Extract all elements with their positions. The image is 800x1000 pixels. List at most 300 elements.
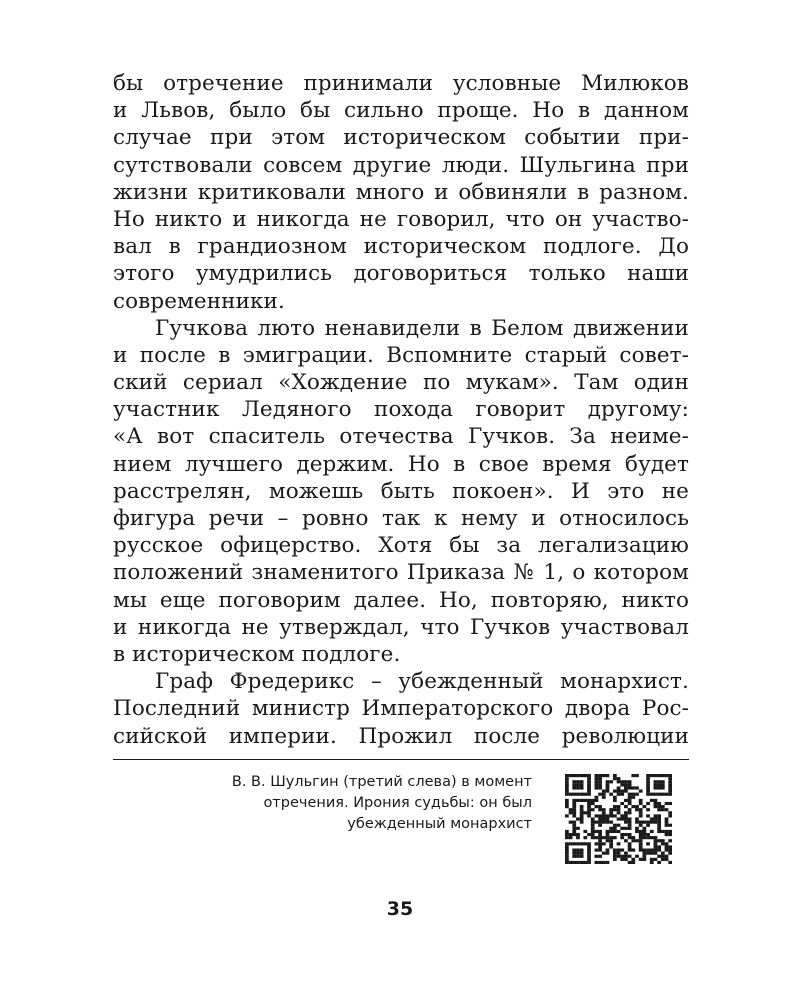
qr-module bbox=[595, 774, 599, 777]
qr-module bbox=[631, 836, 635, 839]
qr-module bbox=[665, 808, 669, 811]
qr-module bbox=[665, 793, 669, 796]
text-line: этого умудрились договориться только наши bbox=[113, 261, 689, 287]
page-number: 35 bbox=[386, 898, 414, 920]
qr-module bbox=[587, 842, 591, 845]
qr-module bbox=[565, 845, 569, 848]
qr-module bbox=[642, 830, 646, 833]
qr-module bbox=[613, 814, 617, 817]
text-line: жизни критиковали много и обвиняли в разном. bbox=[113, 179, 689, 205]
qr-module bbox=[565, 858, 569, 861]
text-line: вал в грандиозном историческом подлоге. До bbox=[113, 234, 689, 260]
qr-module bbox=[628, 842, 632, 845]
qr-module bbox=[668, 780, 672, 783]
qr-module bbox=[576, 833, 580, 836]
qr-module bbox=[591, 827, 595, 830]
qr-module bbox=[591, 802, 595, 805]
qr-module bbox=[606, 830, 610, 833]
qr-module bbox=[642, 852, 646, 855]
qr-module bbox=[668, 845, 672, 848]
qr-module bbox=[613, 805, 617, 808]
qr-module bbox=[639, 845, 643, 848]
qr-module bbox=[606, 790, 610, 793]
qr-module bbox=[572, 824, 576, 827]
qr-module bbox=[654, 814, 658, 817]
qr-module bbox=[580, 786, 584, 789]
qr-module bbox=[580, 774, 584, 777]
qr-module bbox=[628, 786, 632, 789]
qr-module bbox=[642, 821, 646, 824]
qr-module bbox=[572, 861, 576, 864]
qr-module bbox=[580, 814, 584, 817]
qr-module bbox=[646, 802, 650, 805]
qr-module bbox=[661, 793, 665, 796]
qr-module bbox=[595, 780, 599, 783]
text-line: сутствовали совсем другие люди. Шульгина при bbox=[113, 152, 689, 178]
qr-module bbox=[628, 780, 632, 783]
qr-module bbox=[654, 774, 658, 777]
qr-module bbox=[617, 793, 621, 796]
qr-module bbox=[595, 814, 599, 817]
qr-module bbox=[595, 783, 599, 786]
caption-line: отречения. Ирония судьбы: он был bbox=[263, 795, 532, 811]
qr-module bbox=[631, 805, 635, 808]
qr-module bbox=[580, 855, 584, 858]
qr-module bbox=[609, 842, 613, 845]
qr-module bbox=[657, 839, 661, 842]
qr-module bbox=[617, 777, 621, 780]
qr-module bbox=[642, 827, 646, 830]
qr-module bbox=[598, 783, 602, 786]
qr-module bbox=[631, 839, 635, 842]
qr-module bbox=[580, 817, 584, 820]
qr-module bbox=[657, 814, 661, 817]
qr-module bbox=[580, 811, 584, 814]
qr-module bbox=[631, 858, 635, 861]
qr-module bbox=[572, 799, 576, 802]
qr-module bbox=[580, 793, 584, 796]
qr-module bbox=[572, 802, 576, 805]
qr-module bbox=[565, 786, 569, 789]
qr-module bbox=[654, 836, 658, 839]
text-line: положений знаменитого Приказа № 1, о котором bbox=[113, 560, 689, 586]
qr-module bbox=[654, 821, 658, 824]
qr-module bbox=[583, 861, 587, 864]
text-line: бы отречение принимали условные Милюков bbox=[113, 71, 689, 96]
qr-module bbox=[587, 858, 591, 861]
qr-module bbox=[665, 830, 669, 833]
qr-module bbox=[572, 808, 576, 811]
qr-code-icon[interactable] bbox=[565, 774, 672, 864]
qr-module bbox=[591, 836, 595, 839]
photo-caption bbox=[180, 772, 532, 835]
qr-module bbox=[576, 842, 580, 845]
qr-module bbox=[635, 839, 639, 842]
qr-module bbox=[613, 796, 617, 799]
qr-module bbox=[587, 783, 591, 786]
qr-module bbox=[646, 848, 650, 851]
qr-module bbox=[657, 774, 661, 777]
qr-module bbox=[609, 836, 613, 839]
qr-module bbox=[595, 861, 599, 864]
qr-module bbox=[572, 811, 576, 814]
qr-module bbox=[620, 814, 624, 817]
qr-module bbox=[639, 802, 643, 805]
qr-module bbox=[661, 852, 665, 855]
qr-module bbox=[628, 824, 632, 827]
qr-module bbox=[624, 839, 628, 842]
qr-module bbox=[613, 827, 617, 830]
qr-module bbox=[587, 780, 591, 783]
qr-module bbox=[639, 799, 643, 802]
qr-module bbox=[609, 827, 613, 830]
qr-module bbox=[587, 777, 591, 780]
qr-module bbox=[646, 814, 650, 817]
qr-module bbox=[661, 842, 665, 845]
caption-line: В. В. Шульгин (третий слева) в момент bbox=[231, 774, 532, 790]
qr-module bbox=[572, 855, 576, 858]
qr-module bbox=[613, 852, 617, 855]
qr-module bbox=[617, 790, 621, 793]
qr-module bbox=[657, 783, 661, 786]
qr-module bbox=[668, 861, 672, 864]
qr-module bbox=[613, 808, 617, 811]
qr-module bbox=[617, 842, 621, 845]
qr-module bbox=[587, 790, 591, 793]
qr-module bbox=[654, 848, 658, 851]
qr-module bbox=[609, 830, 613, 833]
qr-module bbox=[624, 811, 628, 814]
qr-module bbox=[565, 802, 569, 805]
qr-module bbox=[661, 783, 665, 786]
qr-module bbox=[569, 861, 573, 864]
qr-module bbox=[565, 777, 569, 780]
qr-module bbox=[609, 808, 613, 811]
qr-module bbox=[668, 777, 672, 780]
qr-module bbox=[602, 821, 606, 824]
qr-module bbox=[617, 855, 621, 858]
qr-module bbox=[576, 836, 580, 839]
qr-module bbox=[565, 790, 569, 793]
qr-module bbox=[642, 848, 646, 851]
qr-module bbox=[576, 786, 580, 789]
qr-module bbox=[661, 786, 665, 789]
qr-module bbox=[624, 780, 628, 783]
qr-module bbox=[591, 817, 595, 820]
qr-module bbox=[639, 824, 643, 827]
qr-module bbox=[639, 814, 643, 817]
qr-module bbox=[572, 821, 576, 824]
qr-module bbox=[591, 830, 595, 833]
qr-module bbox=[602, 836, 606, 839]
qr-module bbox=[654, 817, 658, 820]
qr-module bbox=[609, 839, 613, 842]
qr-module bbox=[628, 861, 632, 864]
qr-module bbox=[617, 780, 621, 783]
qr-module bbox=[617, 830, 621, 833]
qr-module bbox=[587, 852, 591, 855]
qr-module bbox=[661, 855, 665, 858]
qr-module bbox=[598, 839, 602, 842]
qr-module bbox=[572, 827, 576, 830]
qr-module bbox=[654, 780, 658, 783]
qr-module bbox=[654, 858, 658, 861]
qr-module bbox=[595, 848, 599, 851]
qr-module bbox=[595, 821, 599, 824]
qr-module bbox=[565, 814, 569, 817]
qr-module bbox=[657, 786, 661, 789]
qr-module bbox=[572, 805, 576, 808]
qr-module bbox=[606, 783, 610, 786]
qr-module bbox=[569, 808, 573, 811]
qr-module bbox=[661, 858, 665, 861]
qr-module bbox=[617, 817, 621, 820]
caption-divider bbox=[113, 759, 689, 760]
qr-module bbox=[620, 855, 624, 858]
qr-module bbox=[598, 774, 602, 777]
qr-module bbox=[628, 796, 632, 799]
qr-module bbox=[654, 786, 658, 789]
qr-module bbox=[661, 808, 665, 811]
qr-module bbox=[580, 848, 584, 851]
qr-module bbox=[617, 808, 621, 811]
qr-module bbox=[617, 852, 621, 855]
qr-module bbox=[646, 777, 650, 780]
qr-module bbox=[583, 799, 587, 802]
qr-module bbox=[602, 852, 606, 855]
qr-module bbox=[650, 861, 654, 864]
qr-module bbox=[598, 777, 602, 780]
qr-module bbox=[650, 793, 654, 796]
qr-module bbox=[606, 833, 610, 836]
qr-module bbox=[628, 799, 632, 802]
qr-module bbox=[572, 774, 576, 777]
qr-module bbox=[646, 793, 650, 796]
qr-module bbox=[565, 805, 569, 808]
qr-module bbox=[665, 817, 669, 820]
qr-module bbox=[595, 796, 599, 799]
qr-module bbox=[668, 790, 672, 793]
qr-module bbox=[576, 852, 580, 855]
qr-module bbox=[580, 861, 584, 864]
qr-module bbox=[598, 808, 602, 811]
qr-module bbox=[602, 842, 606, 845]
qr-module bbox=[631, 796, 635, 799]
text-line: в историческом подлоге. bbox=[113, 641, 401, 667]
qr-module bbox=[606, 839, 610, 842]
qr-module bbox=[639, 808, 643, 811]
text-line: расстрелян, можешь быть покоен». И это не bbox=[113, 478, 689, 504]
qr-module bbox=[576, 774, 580, 777]
qr-module bbox=[565, 780, 569, 783]
main-text bbox=[113, 70, 689, 750]
qr-module bbox=[668, 774, 672, 777]
qr-module bbox=[635, 774, 639, 777]
qr-module bbox=[565, 861, 569, 864]
qr-module bbox=[628, 808, 632, 811]
qr-module bbox=[635, 855, 639, 858]
qr-module bbox=[572, 833, 576, 836]
text-line: Последний министр Императорского двора Рос- bbox=[113, 696, 689, 722]
qr-module bbox=[598, 805, 602, 808]
qr-module bbox=[591, 833, 595, 836]
qr-module bbox=[587, 799, 591, 802]
qr-module bbox=[646, 790, 650, 793]
text-line: ский сериал «Хождение по мукам». Там один bbox=[113, 370, 689, 396]
qr-module bbox=[602, 861, 606, 864]
qr-module bbox=[609, 845, 613, 848]
qr-module bbox=[606, 817, 610, 820]
qr-module bbox=[602, 796, 606, 799]
qr-module bbox=[657, 861, 661, 864]
qr-module bbox=[665, 833, 669, 836]
text-line: фигура речи – ровно так к нему и относилось bbox=[113, 506, 689, 531]
qr-module bbox=[624, 786, 628, 789]
qr-module bbox=[624, 790, 628, 793]
qr-module bbox=[639, 836, 643, 839]
qr-module bbox=[576, 861, 580, 864]
qr-module bbox=[576, 793, 580, 796]
qr-module bbox=[665, 824, 669, 827]
qr-module bbox=[661, 830, 665, 833]
qr-module bbox=[587, 855, 591, 858]
qr-module bbox=[609, 780, 613, 783]
qr-module bbox=[661, 805, 665, 808]
qr-module bbox=[595, 799, 599, 802]
qr-module bbox=[628, 821, 632, 824]
qr-module bbox=[646, 783, 650, 786]
qr-module bbox=[576, 827, 580, 830]
qr-module bbox=[598, 830, 602, 833]
qr-module bbox=[657, 805, 661, 808]
qr-module bbox=[628, 817, 632, 820]
qr-module bbox=[642, 805, 646, 808]
qr-module bbox=[572, 830, 576, 833]
qr-module bbox=[609, 821, 613, 824]
qr-module bbox=[620, 858, 624, 861]
qr-module bbox=[657, 808, 661, 811]
qr-module bbox=[587, 814, 591, 817]
qr-module bbox=[654, 845, 658, 848]
qr-module bbox=[598, 833, 602, 836]
qr-module bbox=[598, 817, 602, 820]
qr-module bbox=[650, 858, 654, 861]
qr-module bbox=[650, 774, 654, 777]
qr-module bbox=[587, 786, 591, 789]
qr-module bbox=[583, 774, 587, 777]
qr-module bbox=[665, 821, 669, 824]
caption-line: убежденный монархист bbox=[347, 816, 532, 832]
qr-module bbox=[665, 858, 669, 861]
qr-module bbox=[668, 848, 672, 851]
qr-module bbox=[635, 830, 639, 833]
qr-module bbox=[661, 780, 665, 783]
qr-module bbox=[642, 833, 646, 836]
qr-module bbox=[583, 811, 587, 814]
text-line: и никогда не утверждал, что Гучков участвовал bbox=[113, 614, 689, 640]
qr-module bbox=[620, 848, 624, 851]
qr-module bbox=[661, 774, 665, 777]
qr-module bbox=[624, 852, 628, 855]
qr-module bbox=[580, 852, 584, 855]
qr-module bbox=[620, 780, 624, 783]
qr-module bbox=[628, 793, 632, 796]
qr-module bbox=[613, 777, 617, 780]
text-line: участник Ледяного похода говорит другому: bbox=[113, 397, 689, 423]
qr-module bbox=[642, 855, 646, 858]
qr-module bbox=[654, 852, 658, 855]
qr-module bbox=[650, 848, 654, 851]
qr-module bbox=[598, 814, 602, 817]
qr-module bbox=[572, 852, 576, 855]
qr-module bbox=[565, 833, 569, 836]
qr-module bbox=[624, 805, 628, 808]
qr-module bbox=[650, 817, 654, 820]
qr-module bbox=[635, 808, 639, 811]
qr-module bbox=[639, 848, 643, 851]
text-line: «А вот спаситель отечества Гучков. За неиме- bbox=[113, 424, 689, 450]
qr-modules bbox=[565, 774, 672, 864]
text-line: Гучкова люто ненавидели в Белом движении bbox=[155, 315, 689, 341]
qr-module bbox=[580, 821, 584, 824]
qr-module bbox=[587, 811, 591, 814]
qr-module bbox=[617, 786, 621, 789]
qr-module bbox=[635, 817, 639, 820]
qr-module bbox=[606, 814, 610, 817]
qr-module bbox=[606, 780, 610, 783]
qr-module bbox=[580, 799, 584, 802]
qr-module bbox=[606, 861, 610, 864]
qr-module bbox=[646, 774, 650, 777]
qr-module bbox=[613, 858, 617, 861]
qr-module bbox=[613, 799, 617, 802]
qr-module bbox=[668, 802, 672, 805]
qr-module bbox=[624, 817, 628, 820]
qr-module bbox=[628, 802, 632, 805]
text-line: нием лучшего держим. Но в свое время будет bbox=[113, 451, 689, 477]
qr-module bbox=[587, 845, 591, 848]
qr-module bbox=[628, 848, 632, 851]
qr-module bbox=[668, 830, 672, 833]
qr-module bbox=[642, 836, 646, 839]
qr-module bbox=[598, 855, 602, 858]
qr-module bbox=[572, 814, 576, 817]
qr-module bbox=[668, 839, 672, 842]
qr-module bbox=[595, 855, 599, 858]
qr-module bbox=[657, 780, 661, 783]
text-line: и после в эмиграции. Вспомните старый совет- bbox=[113, 342, 689, 368]
qr-module bbox=[668, 811, 672, 814]
qr-module bbox=[595, 786, 599, 789]
qr-module bbox=[657, 821, 661, 824]
qr-module bbox=[576, 848, 580, 851]
qr-module bbox=[565, 793, 569, 796]
qr-module bbox=[628, 783, 632, 786]
qr-module bbox=[657, 817, 661, 820]
qr-module bbox=[617, 805, 621, 808]
qr-module bbox=[661, 839, 665, 842]
qr-module bbox=[576, 855, 580, 858]
qr-module bbox=[565, 830, 569, 833]
qr-module bbox=[631, 861, 635, 864]
qr-module bbox=[624, 833, 628, 836]
qr-module bbox=[565, 848, 569, 851]
qr-module bbox=[635, 805, 639, 808]
qr-module bbox=[595, 830, 599, 833]
qr-module bbox=[635, 786, 639, 789]
qr-module bbox=[657, 855, 661, 858]
qr-module bbox=[602, 808, 606, 811]
